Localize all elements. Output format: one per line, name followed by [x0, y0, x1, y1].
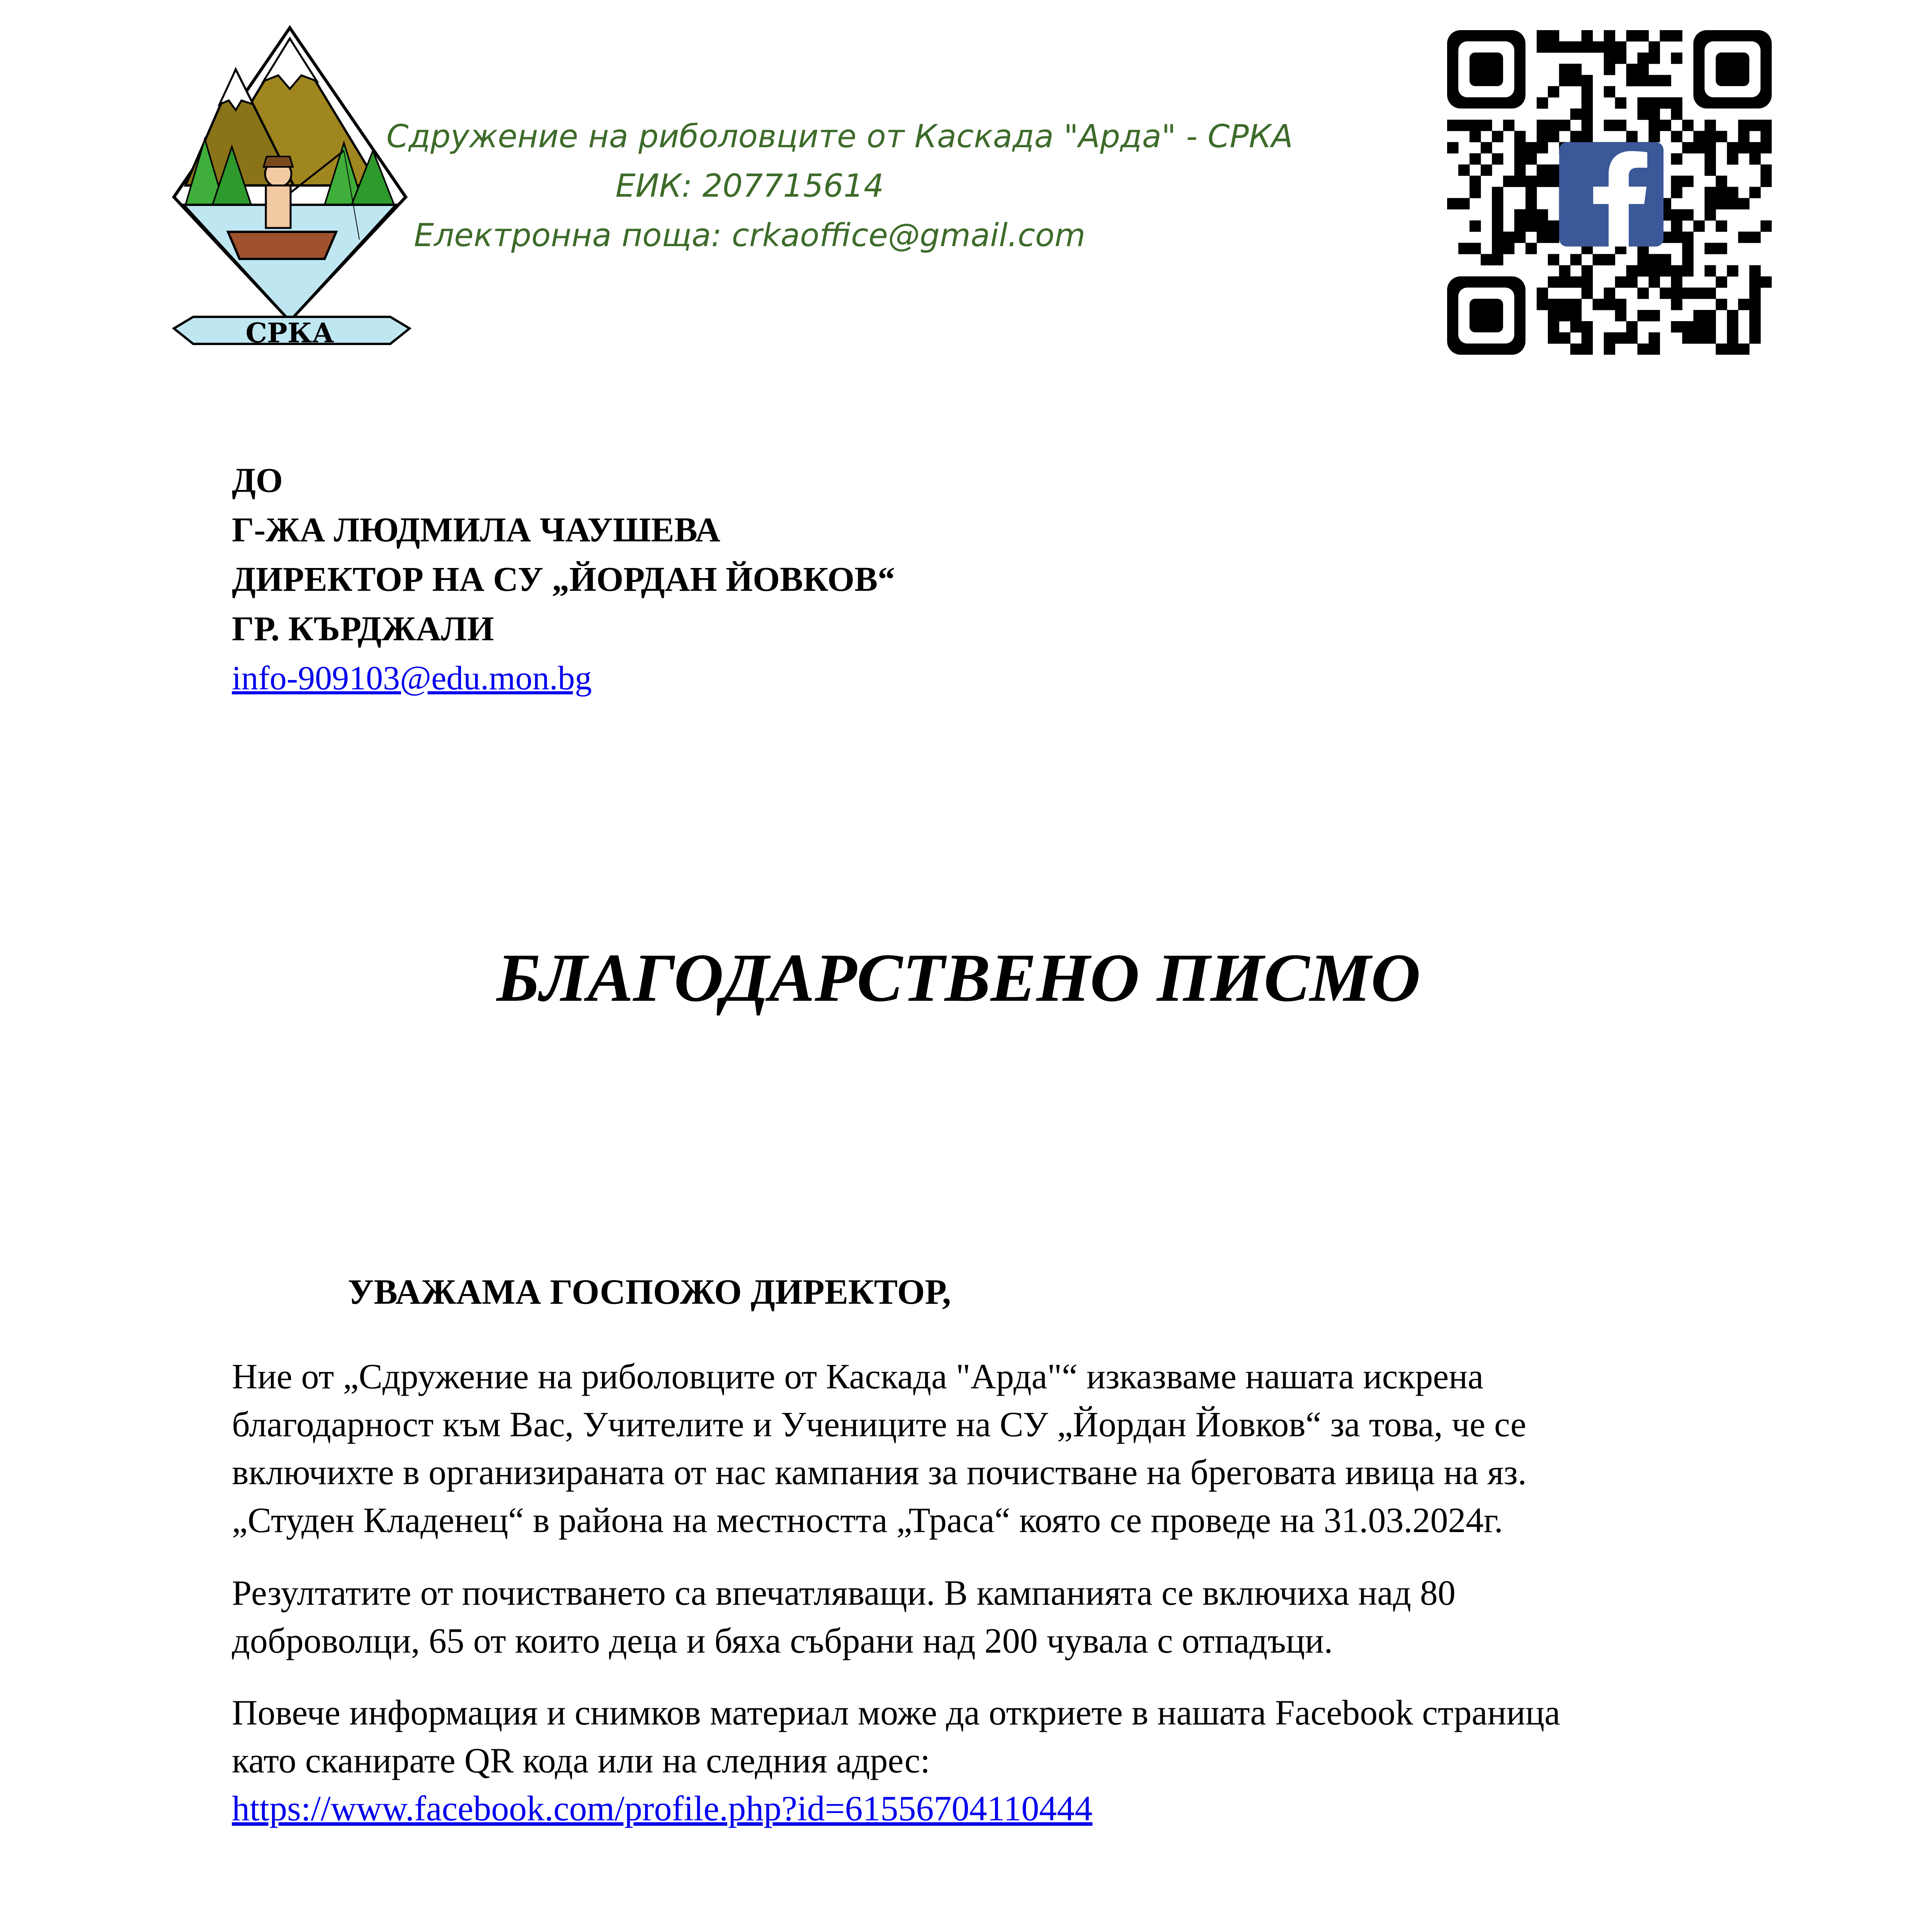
paragraph-line: доброволци, 65 от които деца и бяха събрани над 200 чувала с отпадъци. [232, 1621, 1333, 1660]
qr-code-graphic [1447, 30, 1772, 355]
paragraph-line: включихте в организираната от нас кампания за почистване на бреговата ивица на яз. [232, 1452, 1527, 1492]
recipient-city: ГР. КЪРДЖАЛИ [232, 610, 494, 648]
organization-eik: ЕИК: 207715614 [615, 168, 884, 204]
recipient-name: Г-ЖА ЛЮДМИЛА ЧАУШЕВА [232, 511, 721, 549]
paragraph-more-info [232, 1689, 1747, 1832]
paragraph-line: Ние от „Сдружение на риболовците от Каскада "Арда"“ изказваме нашата искрена [232, 1357, 1484, 1396]
paragraph-results [232, 1569, 1747, 1665]
recipient-block [232, 456, 1546, 703]
recipient-to: ДО [232, 461, 283, 500]
paragraph-line: „Студен Кладенец“ в района на местността „Траса“ която се проведе на 31.03.2024г. [232, 1500, 1503, 1540]
recipient-position: ДИРЕКТОР НА СУ „ЙОРДАН ЙОВКОВ“ [232, 560, 895, 599]
letter-title: БЛАГОДАРСТВЕНО ПИСМО [496, 939, 1421, 1016]
organization-name: Сдружение на риболовците от Каскада "Арда" - СРКА [386, 118, 1293, 155]
paragraph-thanks [232, 1352, 1747, 1544]
organization-info [386, 112, 1293, 260]
paragraph-line: благодарност към Вас, Учителите и Учениците на СУ „Йордан Йовков“ за това, че се [232, 1405, 1526, 1444]
facebook-qr-code [1447, 30, 1772, 355]
logo-text: СРКА [245, 317, 334, 349]
facebook-icon [1559, 142, 1664, 247]
facebook-page-link[interactable]: https://www.facebook.com/profile.php?id=61556704110444 [232, 1789, 1093, 1828]
paragraph-line: като сканирате QR кода или на следния адрес: [232, 1741, 930, 1780]
paragraph-line: Резултатите от почистването са впечатляващи. В кампанията се включиха над 80 [232, 1573, 1456, 1612]
recipient-email-link[interactable]: info-909103@edu.mon.bg [232, 660, 592, 697]
organization-email: Електронна поща: crkaoffice@gmail.com [414, 217, 1085, 254]
salutation: УВАЖАМА ГОСПОЖО ДИРЕКТОР, [348, 1272, 951, 1311]
paragraph-line: Повече информация и снимков материал може да откриете в нашата Facebook страница [232, 1693, 1560, 1732]
organization-logo [162, 23, 417, 371]
